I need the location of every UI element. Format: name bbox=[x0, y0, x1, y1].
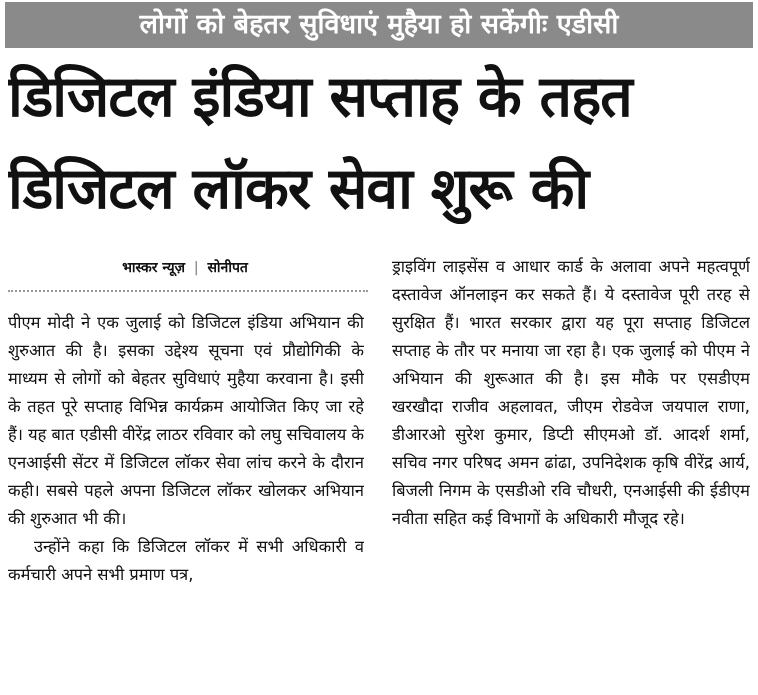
article-paragraph: ड्राइविंग लाइसेंस व आधार कार्ड के अलावा अपने महत्वपूर्ण दस्तावेज ऑनलाइन कर सकते हैं। ये दस्तावेज पूरी तरह से सुरक्षित हैं। भारत सरकार द्वारा यह पूरा सप्ताह डिजिटल सप्ताह के तौर पर मनाया जा रहा है। एक जुलाई को पीएम ने अभियान की शुरूआत की है। इस मौके पर एसडीएम खरखौदा राजीव अहलावत, जीएम रोडवेज जयपाल राणा, डीआरओ सुरेश कुमार, डिप्टी सीएमओ डॉ. आदर्श शर्मा, सचिव नगर परिषद अमन ढांढा, उपनिदेशक कृषि वीरेंद्र आर्य, बिजली निगम के एसडीओ रवि चौधरी, एनआईसी की ईडीएम नवीता सहित कई विभागों के अधिकारी मौजूद रहे। bbox=[392, 257, 750, 528]
byline-source: भास्कर न्यूज़ bbox=[122, 260, 185, 276]
kicker-banner: लोगों को बेहतर सुविधाएं मुहैया हो सकेंगीः एडीसी bbox=[5, 2, 753, 48]
article-column-left bbox=[8, 309, 364, 694]
byline-separator: | bbox=[193, 260, 199, 276]
headline-line-2: डिजिटल लॉकर सेवा शुरू की bbox=[8, 156, 589, 222]
article-paragraph: पीएम मोदी ने एक जुलाई को डिजिटल इंडिया अभियान की शुरुआत की है। इसका उद्देश्य सूचना एवं प्रौद्योगिकी के माध्यम से लोगों को बेहतर सुविधाएं मुहैया करवाना है। इसी के तहत पूरे सप्ताह विभिन्न कार्यक्रम आयोजित किए जा रहे हैं। यह बात एडीसी वीरेंद्र लाठर रविवार को लघु सचिवालय के एनआईसी सेंटर में डिजिटल लॉकर सेवा लांच करने के दौरान कही। सबसे पहले अपना डिजिटल लॉकर खोलकर अभियान की शुरुआत भी की। bbox=[8, 313, 364, 528]
byline-divider bbox=[8, 290, 368, 292]
byline bbox=[0, 254, 370, 282]
headline-line-1: डिजिटल इंडिया सप्ताह के तहत bbox=[8, 64, 632, 130]
byline-location: सोनीपत bbox=[207, 260, 248, 276]
article-column-right bbox=[392, 253, 750, 693]
article-paragraph: उन्होंने कहा कि डिजिटल लॉकर में सभी अधिकारी व कर्मचारी अपने सभी प्रमाण पत्र, bbox=[8, 537, 364, 584]
